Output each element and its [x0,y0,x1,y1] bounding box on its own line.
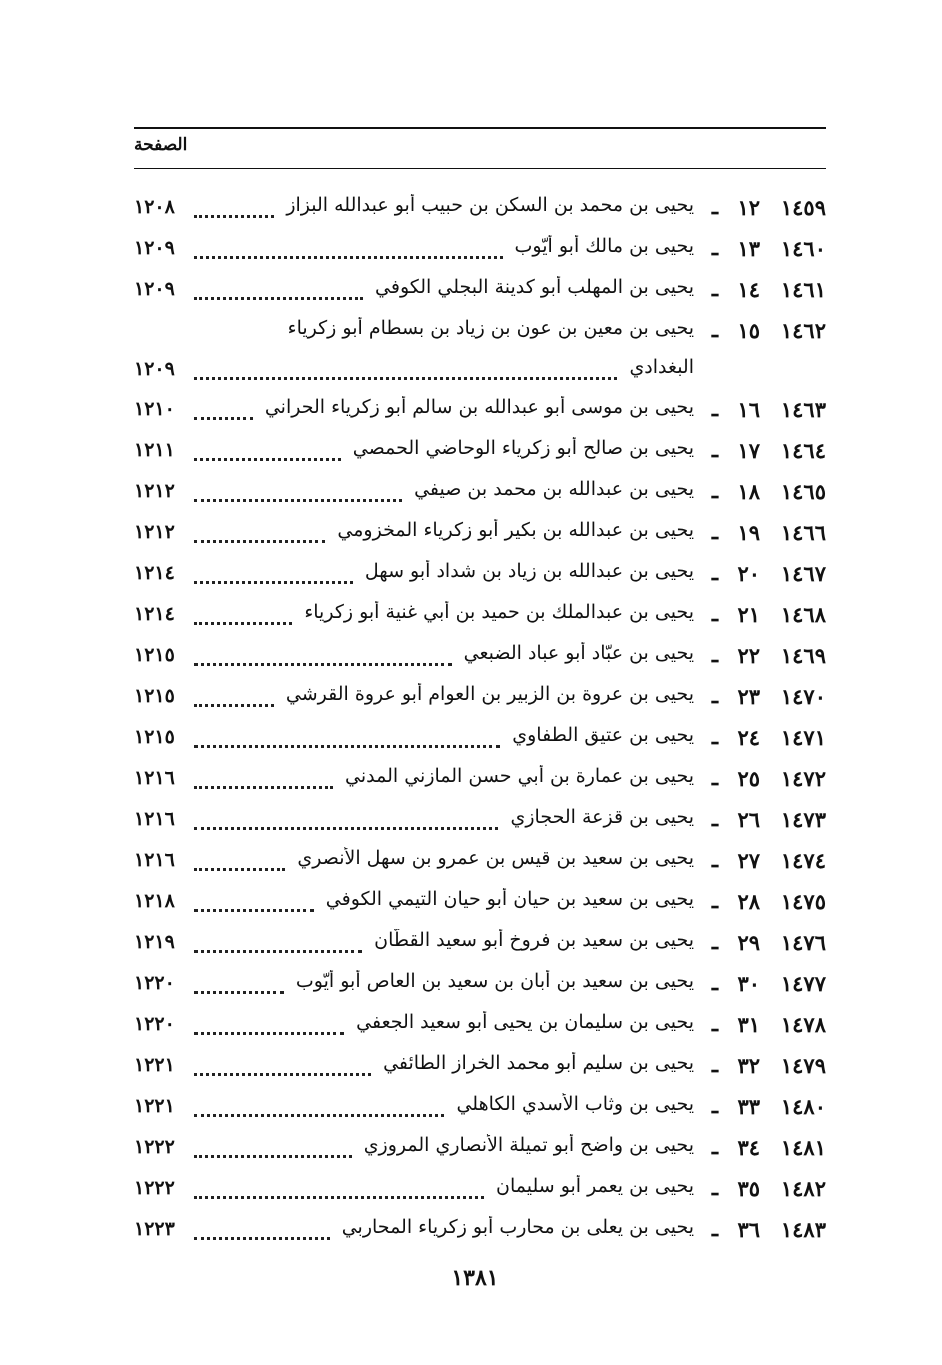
page-column-label: الصفحة [134,135,188,155]
entry-sub-number: ٣٦ [737,1217,760,1242]
entry-sub-number: ٢٧ [737,848,760,873]
entry-sub-number: ٢١ [737,602,760,627]
entry-name: يحيى بن عبّاد أبو عباد الضبعي [463,642,694,664]
entry-page-number: ١٢٢١ [134,1095,175,1117]
entry-sub-number: ٢٤ [737,725,760,750]
entry-number: ١٤٦٢ [780,318,826,343]
entry-number: ١٤٧٠ [780,684,826,709]
index-entry-row [134,1212,826,1253]
dot-leader [194,950,362,953]
dot-leader [194,458,341,461]
index-entry-row [134,1130,826,1171]
entry-title-line [194,888,694,922]
entry-name: يحيى بن موسى أبو عبدالله بن سالم أبو زكرياء الحراني [264,396,694,418]
entry-title-line [194,194,694,228]
entry-page-number: ١٢٢٣ [134,1218,175,1240]
entry-name: يحيى بن سعيد بن أبان بن سعيد بن العاص أبو أيّوب [295,970,694,992]
entry-page-number: ١٢١٥ [134,726,175,748]
index-entry-row [134,966,826,1007]
entry-number: ١٤٦٥ [780,479,826,504]
dot-leader [194,622,292,625]
dot-leader [194,256,503,259]
entry-title-line [194,1175,694,1209]
header-bottom-rule [134,168,826,169]
entry-sub-number: ٢٩ [737,930,760,955]
entry-page-number: ١٢٢٠ [134,972,175,994]
index-entry-row [134,679,826,720]
entry-sub-number: ١٤ [737,277,760,302]
entry-dash: ـ [711,317,718,342]
index-entry-row [134,1089,826,1130]
entry-page-number: ١٢١٠ [134,398,175,420]
entry-page-number: ١٢٠٩ [134,358,175,380]
entry-page-number: ١٢٢٠ [134,1013,175,1035]
entry-page-number: ١٢١٥ [134,685,175,707]
entry-dash: ـ [711,601,718,626]
entry-number: ١٤٦٦ [780,520,826,545]
entry-name-continuation: البغدادي [629,356,694,378]
entry-number: ١٤٨٢ [780,1176,826,1201]
entry-page-number: ١٢١٤ [134,562,175,584]
entry-sub-number: ٣٥ [737,1176,760,1201]
dot-leader [194,704,274,707]
entry-number: ١٤٧٩ [780,1053,826,1078]
entry-name: يحيى بن سعيد بن فروخ أبو سعيد القطّان [374,929,694,951]
entry-dash: ـ [711,194,718,219]
entry-name: يحيى بن المهلب أبو كدينة البجلي الكوفي [375,276,694,298]
entry-number: ١٤٦٠ [780,236,826,261]
dot-leader [194,1114,444,1117]
entry-title-line [194,847,694,881]
entry-number: ١٤٧٦ [780,930,826,955]
entry-dash: ـ [711,478,718,503]
entry-name: يحيى بن سليم أبو محمد الخراز الطائفي [383,1052,694,1074]
entry-title-line [194,437,694,471]
dot-leader [194,540,325,543]
entry-dash: ـ [711,1134,718,1159]
entry-page-number: ١٢١٨ [134,890,175,912]
entry-title-line [194,396,694,430]
entry-page-number: ١٢١٦ [134,767,175,789]
index-entry-row [134,843,826,884]
entry-dash: ـ [711,806,718,831]
entry-page-number: ١٢١١ [134,439,175,461]
entry-page-number: ١٢٠٩ [134,237,175,259]
entry-sub-number: ٣٣ [737,1094,760,1119]
entry-name: يحيى بن وثاب الأسدي الكاهلي [456,1093,694,1115]
entry-number: ١٤٦٩ [780,643,826,668]
entry-title-line [194,1216,694,1250]
index-entry-row [134,720,826,761]
entry-number: ١٤٧٧ [780,971,826,996]
index-entry-row [134,638,826,679]
entry-page-number: ١٢١٦ [134,808,175,830]
dot-leader [194,297,363,300]
entry-page-number: ١٢١٢ [134,480,175,502]
entry-title-line [194,601,694,635]
index-entry-row [134,433,826,474]
entry-number: ١٤٧٨ [780,1012,826,1037]
entry-title-line [194,1011,694,1045]
dot-leader [194,909,314,912]
entry-sub-number: ٢٦ [737,807,760,832]
index-entry-row [134,1171,826,1212]
header-top-rule [134,127,826,129]
index-entry-row [134,884,826,925]
entry-name: يحيى بن معين بن عون بن زياد بن بسطام أبو زكرياء [287,317,694,339]
index-entry-row [134,515,826,556]
entry-name: يحيى بن سعيد بن حيان أبو حيان التيمي الكوفي [325,888,694,910]
entry-sub-number: ١٨ [737,479,760,504]
entry-page-number: ١٢١٢ [134,521,175,543]
entry-title-line [194,970,694,1004]
entry-sub-number: ١٣ [737,236,760,261]
entry-sub-number: ٢٣ [737,684,760,709]
entry-page-number: ١٢١٦ [134,849,175,871]
index-entry-row [134,313,826,392]
index-entry-row [134,761,826,802]
entry-page-number: ١٢٢٢ [134,1177,175,1199]
dot-leader [194,827,498,830]
entry-sub-number: ٣٢ [737,1053,760,1078]
entry-number: ١٤٧٣ [780,807,826,832]
entry-name: يحيى بن يعلى بن محارب أبو زكرياء المحاربي [341,1216,694,1238]
entry-title-line [194,724,694,758]
entry-name: يحيى بن عبدالله بن زياد بن شداد أبو سهل [364,560,694,582]
entry-number: ١٤٨٣ [780,1217,826,1242]
dot-leader [194,663,452,666]
index-entry-row [134,474,826,515]
entry-number: ١٤٧٢ [780,766,826,791]
dot-leader [194,499,402,502]
entry-name: يحيى بن عمارة بن أبي حسن المازني المدني [345,765,694,787]
index-entry-row [134,1048,826,1089]
entry-dash: ـ [711,765,718,790]
entry-name: يحيى بن صالح أبو زكرياء الوحاضي الحمصي [352,437,694,459]
entry-sub-number: ١٦ [737,397,760,422]
entry-title-line [194,806,694,840]
entry-name: يحيى بن عروة بن الزبير بن العوام أبو عروة القرشي [285,683,694,705]
entry-number: ١٤٦٧ [780,561,826,586]
entry-title-line [194,560,694,594]
entry-title-line [194,317,694,351]
table-header [134,133,826,165]
dot-leader [194,868,285,871]
dot-leader [194,1196,484,1199]
dot-leader [194,215,274,218]
entry-number: ١٤٥٩ [780,195,826,220]
entry-number: ١٤٦٤ [780,438,826,463]
entry-title-line [194,235,694,269]
index-entry-row [134,190,826,231]
entry-page-number: ١٢٠٨ [134,196,175,218]
index-entry-row [134,231,826,272]
dot-leader [194,417,253,420]
entry-dash: ـ [711,276,718,301]
dot-leader [194,1073,371,1076]
entry-dash: ـ [711,1216,718,1241]
dot-leader [194,581,353,584]
entry-dash: ـ [711,1011,718,1036]
entry-number: ١٤٦١ [780,277,826,302]
entry-dash: ـ [711,642,718,667]
entry-dash: ـ [711,724,718,749]
entry-number: ١٤٧٥ [780,889,826,914]
entry-dash: ـ [711,396,718,421]
entry-number: ١٤٨٠ [780,1094,826,1119]
entry-sub-number: ٢٨ [737,889,760,914]
entry-sub-number: ٣٤ [737,1135,760,1160]
entry-title-line [194,276,694,310]
entry-sub-number: ٢٠ [737,561,760,586]
entry-dash: ـ [711,929,718,954]
entry-sub-number: ٢٢ [737,643,760,668]
entry-dash: ـ [711,683,718,708]
entry-sub-number: ١٩ [737,520,760,545]
entry-sub-number: ١٧ [737,438,760,463]
entry-name: يحيى بن عبدالله بن محمد بن صيفي [414,478,694,500]
index-entry-row [134,556,826,597]
entry-page-number: ١٢١٥ [134,644,175,666]
entry-sub-number: ٣٠ [737,971,760,996]
index-entries-list [134,190,826,1253]
dot-leader [194,991,284,994]
entry-number: ١٤٦٣ [780,397,826,422]
entry-dash: ـ [711,519,718,544]
entry-name: يحيى بن عبدالملك بن حميد بن أبي غنية أبو زكرياء [304,601,694,623]
dot-leader [194,1237,330,1240]
index-entry-row [134,802,826,843]
entry-dash: ـ [711,970,718,995]
entry-dash: ـ [711,1175,718,1200]
entry-name: يحيى بن سليمان بن يحيى أبو سعيد الجعفي [356,1011,694,1033]
dot-leader [194,377,617,380]
dot-leader [194,1032,344,1035]
entry-title-line [194,765,694,799]
entry-sub-number: ١٥ [737,318,760,343]
entry-title-line [194,1134,694,1168]
entry-number: ١٤٨١ [780,1135,826,1160]
entry-dash: ـ [711,1093,718,1118]
dot-leader [194,1155,352,1158]
entry-title-line [194,519,694,553]
entry-page-number: ١٢٢٢ [134,1136,175,1158]
entry-page-number: ١٢٠٩ [134,278,175,300]
entry-title-line [194,683,694,717]
entry-sub-number: ٢٥ [737,766,760,791]
entry-name: يحيى بن سعيد بن قيس بن عمرو بن سهل الأنصري [297,847,694,869]
entry-number: ١٤٦٨ [780,602,826,627]
entry-name: يحيى بن واضح أبو تميلة الأنصاري المروزي [363,1134,694,1156]
entry-dash: ـ [711,847,718,872]
entry-name: يحيى بن مالك أبو أيّوب [514,235,694,257]
entry-title-line [194,478,694,512]
entry-dash: ـ [711,437,718,462]
entry-dash: ـ [711,560,718,585]
entry-name: يحيى بن محمد بن السكن بن حبيب أبو عبدالله البزاز [286,194,694,216]
entry-sub-number: ٣١ [737,1012,760,1037]
entry-page-number: ١٢١٤ [134,603,175,625]
entry-title-line [194,1052,694,1086]
entry-title-line [194,1093,694,1127]
entry-name: يحيى بن يعمر أبو سليمان [495,1175,694,1197]
entry-name: يحيى بن عتيق الطفاوي [512,724,694,746]
dot-leader [194,786,333,789]
entry-number: ١٤٧١ [780,725,826,750]
entry-title-line [194,929,694,963]
entry-name: يحيى بن عبدالله بن بكير أبو زكرياء المخزومي [337,519,694,541]
dot-leader [194,745,500,748]
entry-title-line [194,642,694,676]
index-entry-row [134,272,826,313]
entry-name: يحيى بن قزعة الحجازي [510,806,694,828]
index-entry-row [134,392,826,433]
entry-dash: ـ [711,888,718,913]
index-entry-row [134,597,826,638]
entry-page-number: ١٢٢١ [134,1054,175,1076]
entry-page-number: ١٢١٩ [134,931,175,953]
entry-title-continuation [194,356,694,390]
index-entry-row [134,1007,826,1048]
entry-number: ١٤٧٤ [780,848,826,873]
entry-dash: ـ [711,1052,718,1077]
entry-dash: ـ [711,235,718,260]
entry-sub-number: ١٢ [737,195,760,220]
page-number: ١٣٨١ [451,1265,499,1291]
index-entry-row [134,925,826,966]
